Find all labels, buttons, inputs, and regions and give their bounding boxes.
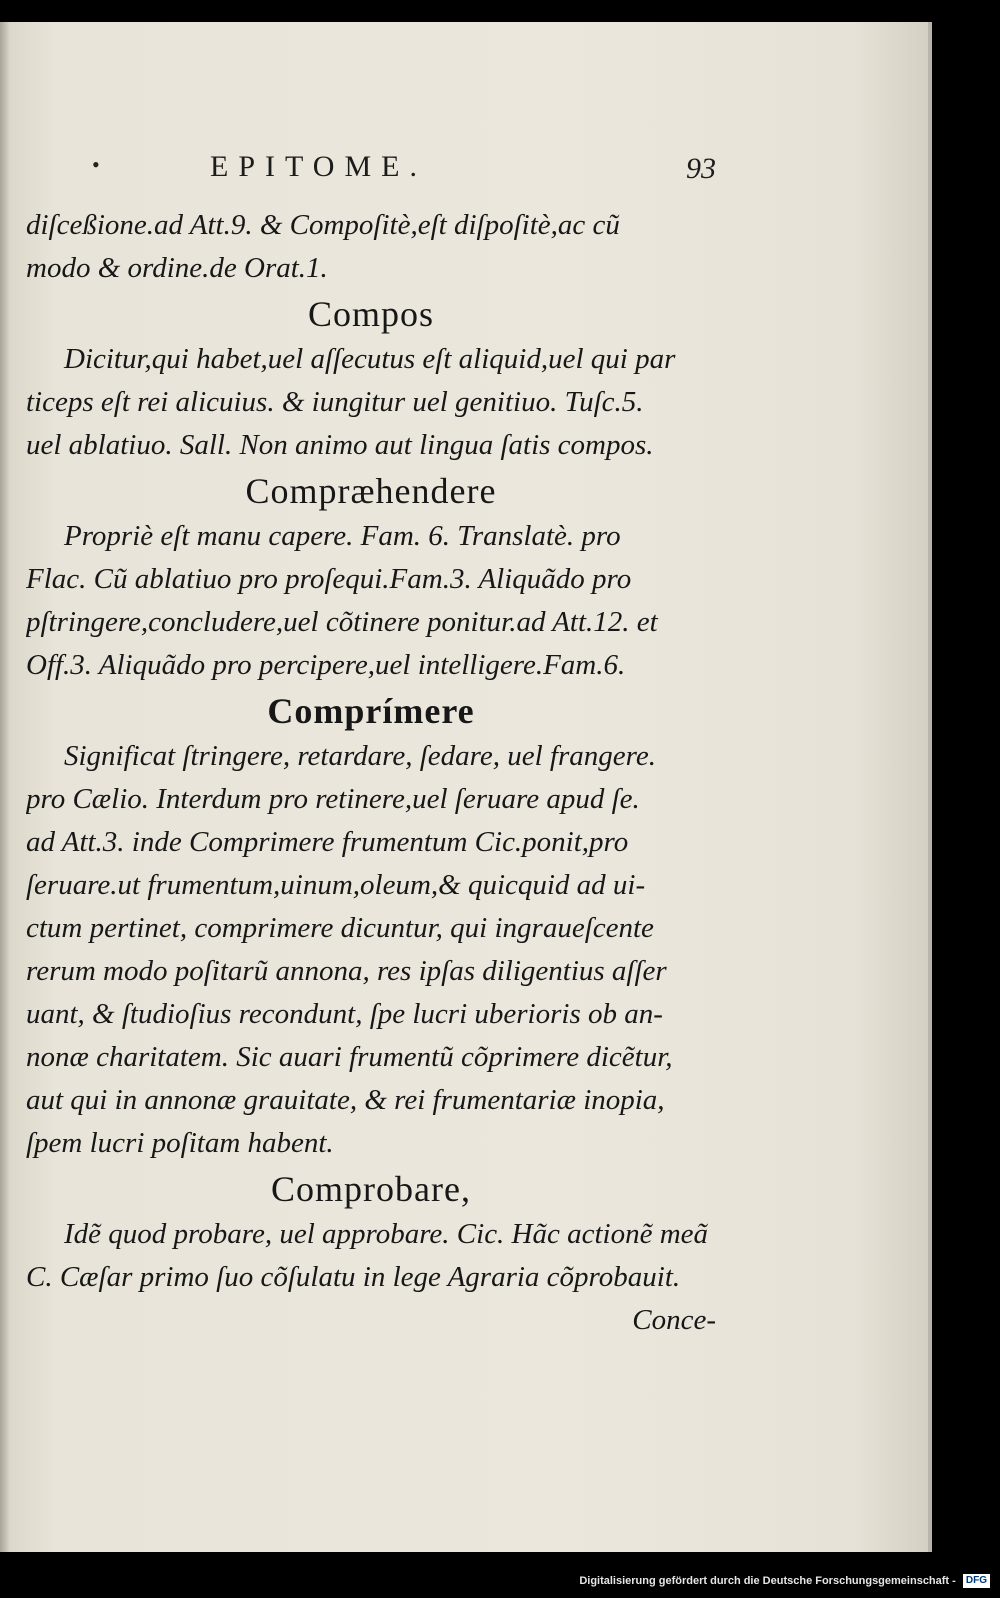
dfg-logo: DFG — [963, 1574, 990, 1588]
text-line: nonæ charitatem. Sic auari frumentũ cõprimere dicẽtur, — [26, 1041, 673, 1073]
text-line: ad Att.3. inde Comprimere frumentum Cic.ponit,pro — [26, 826, 629, 858]
text-line: Significat ſtringere, retardare, ſedare, uel frangere. — [64, 740, 656, 772]
text-line: uant, & ſtudioſius recondunt, ſpe lucri uberioris ob an- — [26, 998, 663, 1030]
text-line: Dicitur,qui habet,uel aſſecutus eſt aliquid,uel qui par — [64, 343, 676, 375]
entry-heading-comprahendere: Compræhendere — [245, 471, 497, 511]
text-line: ctum pertinet, comprimere dicuntur, qui ingraueſcente — [26, 912, 654, 944]
header-ornament: • — [92, 152, 100, 177]
page-text — [26, 204, 716, 1342]
digitization-credit — [579, 1574, 990, 1592]
text-line: C. Cæſar primo ſuo cõſulatu in lege Agraria cõprobauit. — [26, 1261, 681, 1293]
text-line: Idẽ quod probare, uel approbare. Cic. Hãc actionẽ meã — [64, 1218, 709, 1250]
text-line: aut qui in annonæ grauitate, & rei frumentariæ inopia, — [26, 1084, 665, 1116]
credit-text: Digitalisierung gefördert durch die Deutsche Forschungsgemeinschaft - — [579, 1574, 956, 1587]
text-line: pro Cælio. Interdum pro retinere,uel ſeruare apud ſe. — [26, 783, 640, 815]
text-line: diſceßione.ad Att.9. & Compoſitè,eſt diſpoſitè,ac cũ — [26, 209, 620, 241]
text-line: Flac. Cũ ablatiuo pro proſequi.Fam.3. Aliquãdo pro — [26, 563, 632, 595]
entry-heading-comprobare: Comprobare, — [271, 1169, 471, 1209]
running-title: EPITOME. — [210, 150, 427, 183]
text-line: modo & ordine.de Orat.1. — [26, 252, 328, 284]
text-line: Off.3. Aliquãdo pro percipere,uel intelligere.Fam.6. — [26, 649, 626, 681]
text-line: ſpem lucri poſitam habent. — [26, 1127, 334, 1159]
text-line: uel ablatiuo. Sall. Non animo aut lingua ſatis compos. — [26, 429, 654, 461]
page-gutter-shadow — [0, 22, 10, 1552]
text-line: rerum modo poſitarũ annona, res ipſas diligentius aſſer — [26, 955, 667, 987]
text-line: Propriè eſt manu capere. Fam. 6. Translatè. pro — [64, 520, 621, 552]
text-line: pſtringere,concludere,uel cõtinere ponitur.ad Att.12. et — [26, 606, 658, 638]
catchword: Conce- — [632, 1304, 716, 1336]
text-line: ſeruare.ut frumentum,uinum,oleum,& quicquid ad ui- — [26, 869, 646, 901]
text-line: ticeps eſt rei alicuius. & iungitur uel genitiuo. Tuſc.5. — [26, 386, 644, 418]
page-header — [0, 150, 928, 190]
book-page — [0, 22, 932, 1552]
entry-heading-comprimere: Comprímere — [267, 691, 475, 731]
page-number: 93 — [686, 152, 716, 185]
entry-heading-compos: Compos — [307, 294, 435, 334]
